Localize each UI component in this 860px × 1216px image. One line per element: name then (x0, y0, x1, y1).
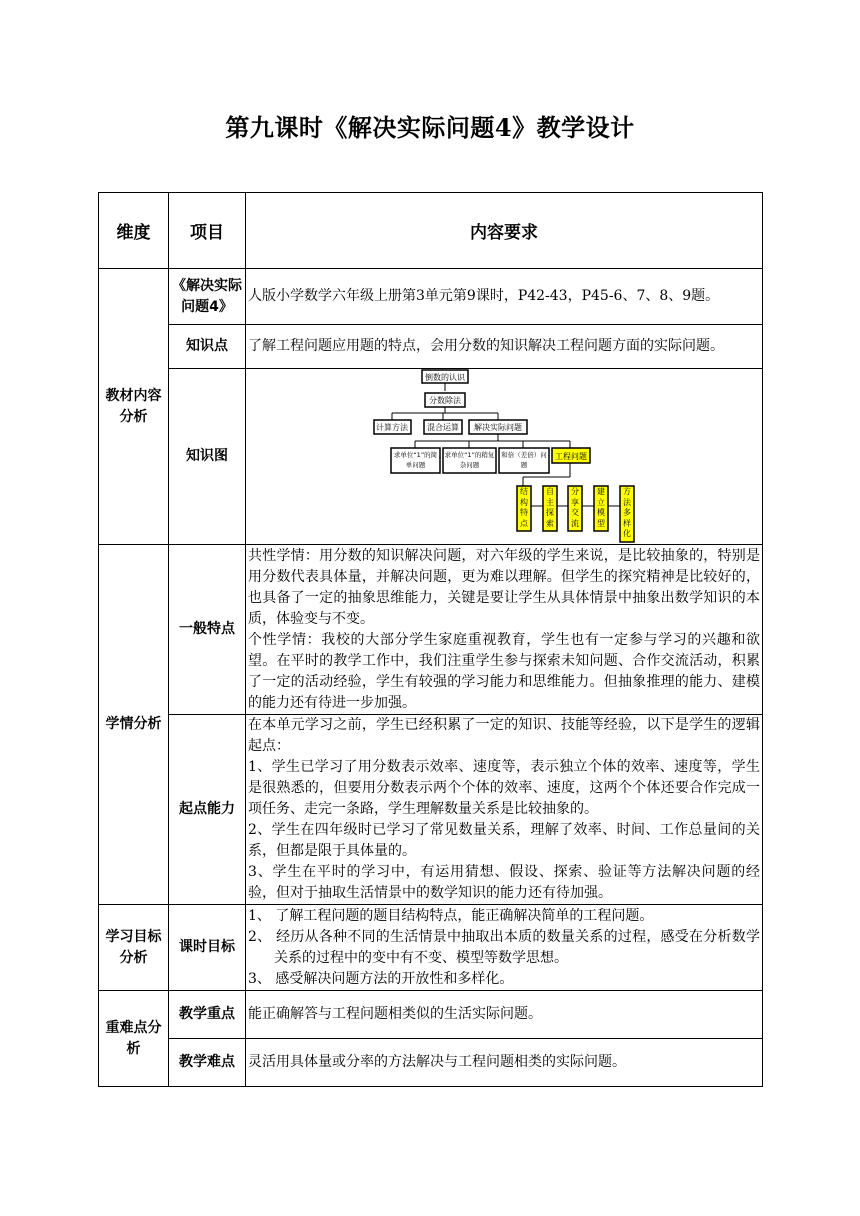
knowledge-map-diagram (246, 369, 763, 544)
map-node-simple-unit1: 求单位“1”的简单问题 (393, 451, 438, 469)
map-node-diverse-methods: 方法多样化 (623, 487, 631, 538)
paragraph-common-traits: 共性学情：用分数的知识解决问题，对六年级的学生来说，是比较抽象的，特别是用分数代表具体量，并解决问题，更为难以理解。但学生的探究精神是比较好的，也具备了一定的抽象思维能力，关键是要让学生从具体情景中抽象出数学知识的本质，体验变与不变。 (248, 547, 760, 627)
map-node-share: 分享交流 (571, 487, 579, 528)
header-dimension: 维度 (99, 193, 169, 269)
table-row (99, 369, 763, 545)
header-item: 项目 (169, 193, 246, 269)
item-general-traits: 一般特点 (169, 545, 246, 715)
content-general-traits (246, 545, 763, 715)
content-teaching-difficulty: 灵活用具体量或分率的方法解决与工程问题相类的实际问题。 (246, 1039, 763, 1087)
paragraph-point-2: 2、学生在四年级时已学习了常见数量关系，理解了效率、时间、工作总量间的关系，但都是限于具体量的。 (248, 822, 760, 859)
table-row (99, 325, 763, 369)
map-node-engineering-problem: 工程问题 (555, 452, 587, 461)
page-title: 第九课时《解决实际问题4》教学设计 (225, 113, 635, 142)
table-row (99, 905, 763, 991)
knowledge-map-cell (246, 369, 763, 545)
goal-3: 3、 感受解决问题方法的开放性和多样化。 (248, 970, 514, 987)
map-node-model: 建立模型 (597, 487, 605, 528)
lesson-design-table (98, 192, 763, 1087)
table-header-row (99, 193, 763, 269)
item-lesson-goals: 课时目标 (169, 905, 246, 991)
table-row (99, 1039, 763, 1087)
paragraph-point-3: 3、学生在平时的学习中，有运用猜想、假设、探索、验证等方法解决问题的经验，但对于抽取生活情景中的数学知识的能力还有待加强。 (248, 864, 760, 901)
item-lesson-name: 《解决实际问题4》 (169, 269, 246, 325)
item-teaching-difficulty: 教学难点 (169, 1039, 246, 1087)
paragraph-point-1: 1、学生已学习了用分数表示效率、速度等，表示独立个体的效率、速度等，学生是很熟悉的，但要用分数表示两个个体的效率、速度，这两个个体还要合作完成一项任务、走完一条路，学生理解数量关系是比较抽象的。 (248, 759, 760, 817)
goal-1: 1、 了解工程问题的题目结构特点，能正确解决简单的工程问题。 (248, 907, 654, 924)
map-node-explore: 自主探索 (546, 487, 554, 528)
item-teaching-focus: 教学重点 (169, 991, 246, 1039)
map-node-solve-problems: 解决实际问题 (474, 423, 522, 432)
dimension-learning-goals: 学习目标分析 (99, 905, 169, 991)
table-row (99, 715, 763, 905)
content-starting-ability (246, 715, 763, 905)
table-row (99, 991, 763, 1039)
map-node-fraction-division: 分数除法 (429, 396, 461, 405)
content-lesson-source: 人版小学数学六年级上册第3单元第9课时，P42-43，P45-6、7、8、9题。 (246, 269, 763, 325)
table-row (99, 545, 763, 715)
content-knowledge-point: 了解工程问题应用题的特点，会用分数的知识解决工程问题方面的实际问题。 (246, 325, 763, 369)
header-content: 内容要求 (246, 193, 763, 269)
map-node-root: 倒数的认识 (425, 373, 465, 382)
content-teaching-focus: 能正确解答与工程问题相类似的生活实际问题。 (246, 991, 763, 1039)
map-node-structure: 结构特点 (520, 487, 528, 528)
dimension-textbook-analysis: 教材内容分析 (99, 269, 169, 545)
item-knowledge-map: 知识图 (169, 369, 246, 545)
dimension-key-difficult-points: 重难点分析 (99, 991, 169, 1087)
item-starting-ability: 起点能力 (169, 715, 246, 905)
map-node-calc-method: 计算方法 (376, 423, 408, 432)
goal-2: 2、 经历从各种不同的生活情景中抽取出本质的数量关系的过程，感受在分析数学关系的过程中的变中有不变、模型等数学思想。 (248, 928, 760, 966)
map-node-multiple-problems: 和倍（差倍）问题 (501, 451, 547, 469)
map-node-complex-unit1: 求单位“1”的稍复杂问题 (444, 451, 495, 469)
table-row (99, 269, 763, 325)
paragraph-intro: 在本单元学习之前，学生已经积累了一定的知识、技能等经验，以下是学生的逻辑起点： (248, 717, 760, 754)
paragraph-individual-traits: 个性学情：我校的大部分学生家庭重视教育，学生也有一定参与学习的兴趣和欲望。在平时的教学工作中，我们注重学生参与探索未知问题、合作交流活动，积累了一定的活动经验，学生有较强的学习能力和思维能力。但抽象推理的能力、建模的能力还有待进一步加强。 (248, 631, 760, 711)
item-knowledge-point: 知识点 (169, 325, 246, 369)
map-node-mixed-operations: 混合运算 (427, 423, 459, 432)
dimension-student-analysis: 学情分析 (99, 545, 169, 905)
content-lesson-goals (246, 905, 763, 991)
